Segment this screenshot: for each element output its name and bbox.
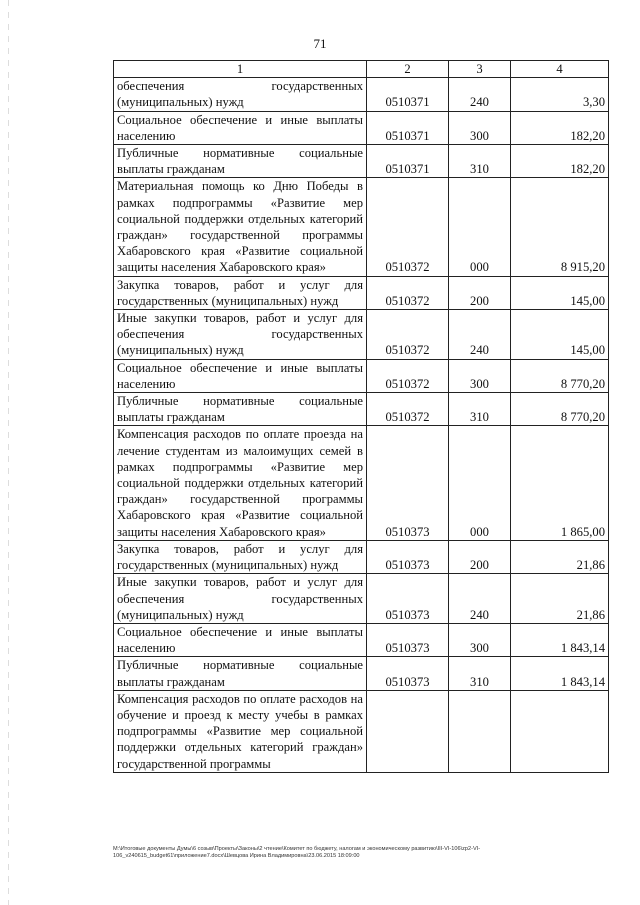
budget-table	[113, 60, 609, 773]
header-col-1: 1	[114, 61, 367, 78]
row-code-cell	[367, 690, 449, 772]
row-amount-cell: 1 843,14	[511, 623, 609, 656]
row-name-cell: Социальное обеспечение и иные выплаты населению	[114, 623, 367, 656]
scan-edge-line	[8, 0, 9, 905]
row-code-cell: 0510373	[367, 623, 449, 656]
row-amount-cell: 145,00	[511, 310, 609, 360]
row-code-cell: 0510372	[367, 276, 449, 309]
row-name-cell: Закупка товаров, работ и услуг для государственных (муниципальных) нужд	[114, 276, 367, 309]
row-code-cell: 0510372	[367, 359, 449, 392]
header-col-3: 3	[449, 61, 511, 78]
table-row	[114, 623, 609, 656]
row-name-cell: Закупка товаров, работ и услуг для государственных (муниципальных) нужд	[114, 540, 367, 573]
row-name-cell: Социальное обеспечение и иные выплаты населению	[114, 359, 367, 392]
footer-path-line-1: M:\Итоговые документы Думы\6 созыв\Проекты\Законы\2 чтение\Комитет по бюджету, налогам и экономическому развитию\III-VI-106\zp2-VI-	[113, 846, 481, 852]
footer-path-line-2: 106_v240615_budget61\приложение7.docx\Шевцова Ирина Владимировна\23.06.2015 18:09:00	[113, 853, 360, 859]
row-type-cell: 310	[449, 393, 511, 426]
table-row	[114, 657, 609, 690]
document-footer	[113, 846, 613, 860]
row-code-cell: 0510371	[367, 145, 449, 178]
table-row	[114, 178, 609, 276]
row-amount-cell: 1 843,14	[511, 657, 609, 690]
row-amount-cell: 8 915,20	[511, 178, 609, 276]
row-type-cell: 000	[449, 178, 511, 276]
row-amount-cell	[511, 690, 609, 772]
row-amount-cell: 145,00	[511, 276, 609, 309]
table-row	[114, 690, 609, 772]
row-type-cell: 240	[449, 78, 511, 111]
row-type-cell: 200	[449, 276, 511, 309]
row-code-cell: 0510371	[367, 78, 449, 111]
row-code-cell: 0510372	[367, 393, 449, 426]
row-code-cell: 0510372	[367, 178, 449, 276]
row-amount-cell: 3,30	[511, 78, 609, 111]
row-type-cell: 240	[449, 574, 511, 624]
row-type-cell: 300	[449, 623, 511, 656]
row-name-cell: Компенсация расходов по оплате проезда на лечение студентам из малоимущих семей в рамках подпрограммы «Развитие мер социальной поддержки отдельных категорий граждан» государственной программы Хабаровского края «Развитие социальной защиты населения Хабаровского края»	[114, 426, 367, 540]
table-row	[114, 78, 609, 111]
row-type-cell: 310	[449, 657, 511, 690]
table-body	[114, 78, 609, 773]
row-amount-cell: 182,20	[511, 145, 609, 178]
table-row	[114, 111, 609, 144]
row-code-cell: 0510372	[367, 310, 449, 360]
table-row	[114, 426, 609, 540]
table-row	[114, 393, 609, 426]
row-name-cell: Социальное обеспечение и иные выплаты населению	[114, 111, 367, 144]
row-amount-cell: 182,20	[511, 111, 609, 144]
row-name-cell: Публичные нормативные социальные выплаты гражданам	[114, 145, 367, 178]
row-type-cell: 310	[449, 145, 511, 178]
table-row	[114, 574, 609, 624]
row-name-cell: Материальная помощь ко Дню Победы в рамках подпрограммы «Развитие мер социальной поддержки отдельных категорий граждан» государственной программы Хабаровского края «Развитие социальной защиты населения Хабаровского края»	[114, 178, 367, 276]
page-number: 71	[313, 36, 327, 51]
header-col-2: 2	[367, 61, 449, 78]
row-amount-cell: 21,86	[511, 540, 609, 573]
table-row	[114, 540, 609, 573]
row-type-cell: 000	[449, 426, 511, 540]
row-amount-cell: 8 770,20	[511, 359, 609, 392]
row-code-cell: 0510373	[367, 574, 449, 624]
table-row	[114, 145, 609, 178]
row-name-cell: Иные закупки товаров, работ и услуг для обеспечения государственных (муниципальных) нужд	[114, 310, 367, 360]
row-code-cell: 0510373	[367, 540, 449, 573]
row-type-cell: 240	[449, 310, 511, 360]
row-code-cell: 0510371	[367, 111, 449, 144]
table-row	[114, 310, 609, 360]
row-name-cell: обеспечения государственных (муниципальных) нужд	[114, 78, 367, 111]
row-name-cell: Публичные нормативные социальные выплаты гражданам	[114, 657, 367, 690]
row-type-cell: 200	[449, 540, 511, 573]
header-col-4: 4	[511, 61, 609, 78]
table-header-row	[114, 61, 609, 78]
row-name-cell: Публичные нормативные социальные выплаты гражданам	[114, 393, 367, 426]
table-row	[114, 276, 609, 309]
row-type-cell	[449, 690, 511, 772]
row-amount-cell: 21,86	[511, 574, 609, 624]
row-code-cell: 0510373	[367, 426, 449, 540]
row-type-cell: 300	[449, 359, 511, 392]
row-name-cell: Иные закупки товаров, работ и услуг для обеспечения государственных (муниципальных) нужд	[114, 574, 367, 624]
row-name-cell: Компенсация расходов по оплате расходов на обучение и проезд к месту учебы в рамках подпрограммы «Развитие мер социальной поддержки отдельных категорий граждан» государственной программы	[114, 690, 367, 772]
table-row	[114, 359, 609, 392]
row-type-cell: 300	[449, 111, 511, 144]
row-amount-cell: 1 865,00	[511, 426, 609, 540]
row-code-cell: 0510373	[367, 657, 449, 690]
row-amount-cell: 8 770,20	[511, 393, 609, 426]
